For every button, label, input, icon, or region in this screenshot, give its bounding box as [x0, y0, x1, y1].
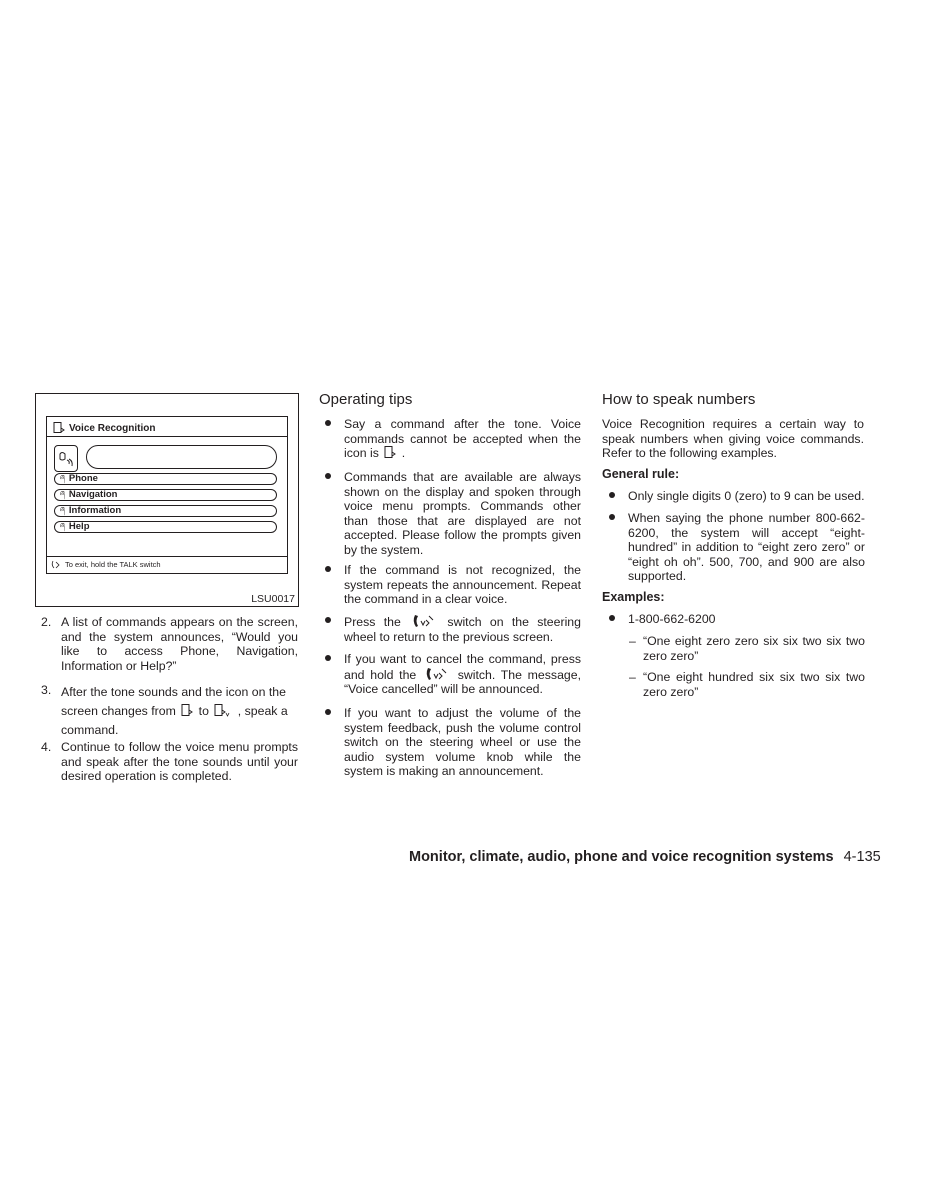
rule-text: When saying the phone number 800-662-6200, the system will accept “eight-hundred” in addition to “eight zero zero” or “eight oh oh”. 500, 700, and 900 are also supported.	[628, 511, 865, 584]
tip-text	[344, 417, 581, 461]
bullet-dot	[609, 514, 615, 520]
bullet-dot	[325, 420, 331, 426]
menu-item-label: Help	[68, 521, 90, 532]
menu-item-help[interactable]	[54, 521, 277, 533]
figure-code: LSU0017	[251, 593, 295, 605]
tip-text: If you want to adjust the volume of the system feedback, push the volume control switch on the steering wheel or use the audio system volume knob while the system is making an announcement.	[344, 706, 581, 779]
tip-text-a: Say a command after the tone. Voice commands cannot be accepted when the icon is	[344, 417, 581, 461]
bullet-dot	[609, 615, 615, 621]
step-number: 2.	[41, 615, 52, 629]
tip-text	[344, 652, 581, 697]
example-reading	[629, 670, 865, 699]
step-text-c: , speak a command.	[61, 704, 288, 737]
bullet-dot	[325, 709, 331, 715]
talk-switch-icon	[51, 560, 61, 569]
step-text-b: to	[198, 704, 209, 718]
tip-item	[325, 563, 581, 607]
step-text: Continue to follow the voice menu prompts and speak after the tone sounds until your desired operation is completed.	[61, 740, 298, 784]
step-text-a: After the tone sounds and the icon on the screen changes from	[61, 685, 286, 718]
examples-label: Examples:	[602, 590, 665, 604]
tip-text-b: switch. The message, “Voice cancelled” will be announced.	[344, 667, 581, 697]
footer-section-title: Monitor, climate, audio, phone and voice recognition systems	[409, 849, 834, 865]
tip-text-a: If you want to cancel the command, press and hold the	[344, 652, 581, 682]
menu-item-label: Information	[68, 505, 122, 516]
mic-icon-box	[54, 445, 78, 472]
dash: –	[629, 670, 636, 684]
talk-switch-icon	[424, 667, 450, 682]
mic-screen-icon	[181, 704, 193, 718]
step-3	[41, 683, 298, 740]
menu-item-information[interactable]	[54, 505, 277, 517]
mic-listening-icon	[214, 704, 232, 718]
tip-text-b: .	[401, 446, 406, 461]
bullet-dot	[609, 492, 615, 498]
speak-icon: ཞ	[60, 491, 65, 498]
example-reading-text: “One eight hundred six six two six two zero zero”	[643, 670, 865, 699]
step-text: A list of commands appears on the screen, and the system announces, “Would you like to access Phone, Navigation, Information or Help?”	[61, 615, 298, 673]
talk-switch-icon	[411, 614, 437, 629]
menu-item-label: Phone	[68, 473, 98, 484]
exit-hint-text: To exit, hold the TALK switch	[65, 560, 161, 569]
tip-text	[344, 614, 581, 644]
rule-item	[609, 489, 865, 504]
step-2	[41, 615, 298, 673]
menu-item-label: Navigation	[68, 489, 118, 500]
general-rule-label: General rule:	[602, 467, 680, 481]
voice-recognition-figure	[35, 393, 299, 607]
tip-text-a: Press the	[344, 615, 401, 629]
screen-illustration	[46, 416, 288, 574]
screen-title	[53, 422, 156, 434]
bullet-dot	[325, 473, 331, 479]
example-number: 1-800-662-6200	[628, 612, 716, 626]
step-4	[41, 740, 298, 784]
bullet-dot	[325, 617, 331, 623]
speech-bar	[86, 445, 277, 469]
tip-item	[325, 470, 581, 558]
menu-item-navigation[interactable]	[54, 489, 277, 501]
step-number: 4.	[41, 740, 52, 754]
numbers-heading: How to speak numbers	[602, 391, 756, 408]
rule-item	[609, 511, 865, 584]
mic-icon	[55, 446, 77, 471]
example-reading-text: “One eight zero zero six six two six two zero zero”	[643, 634, 865, 663]
voice-recognition-icon	[53, 422, 65, 434]
screen-title-text: Voice Recognition	[69, 422, 156, 434]
tip-item	[325, 706, 581, 779]
menu-item-phone[interactable]	[54, 473, 277, 485]
example-reading	[629, 634, 865, 663]
bullet-dot	[325, 655, 331, 661]
tip-item	[325, 614, 581, 644]
bullet-dot	[325, 566, 331, 572]
operating-tips-heading: Operating tips	[319, 391, 413, 408]
tip-text: If the command is not recognized, the system repeats the announcement. Repeat the command in a clear voice.	[344, 563, 581, 607]
numbers-intro: Voice Recognition requires a certain way to speak numbers when giving voice commands. Refer to the following examples.	[602, 417, 864, 461]
page-footer	[409, 849, 881, 865]
tip-text-b: switch on the steering wheel to return to the previous screen.	[344, 615, 581, 644]
rule-text: Only single digits 0 (zero) to 9 can be used.	[628, 489, 865, 503]
step-text	[61, 683, 298, 740]
dash: –	[629, 634, 636, 648]
mic-screen-icon	[384, 446, 396, 460]
tip-text: Commands that are available are always shown on the display and spoken through voice menu prompts. Commands other than those that are displayed are not accepted. Please follow the prompts given by the system.	[344, 470, 581, 557]
step-number: 3.	[41, 683, 52, 697]
tip-item	[325, 417, 581, 461]
example-item	[609, 612, 865, 627]
speak-icon: ཞ	[60, 475, 65, 482]
page-number: 4-135	[843, 849, 881, 865]
tip-item	[325, 652, 581, 697]
exit-hint	[51, 560, 161, 569]
speak-icon: ཞ	[60, 507, 65, 514]
title-divider	[47, 436, 287, 437]
speak-icon: ཞ	[60, 523, 65, 530]
exit-divider	[47, 556, 287, 557]
